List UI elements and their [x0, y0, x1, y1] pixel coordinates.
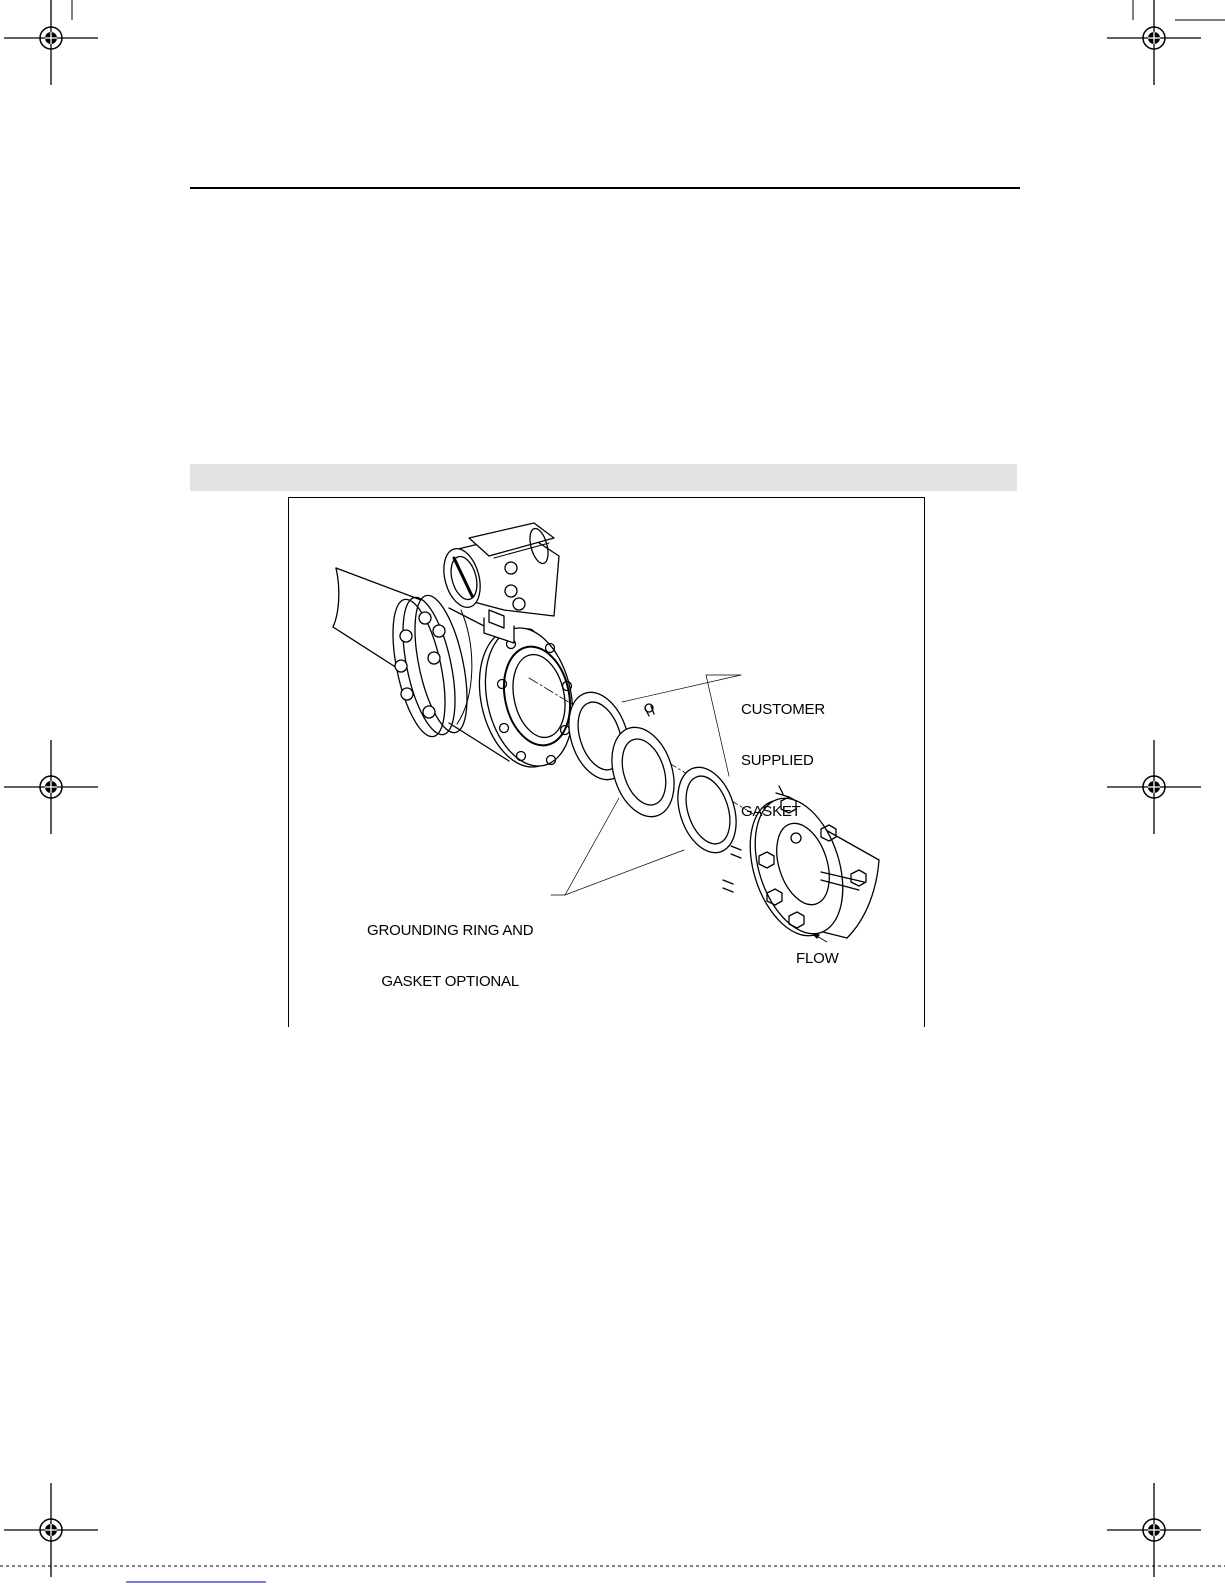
figure-frame	[288, 497, 925, 1027]
grounding-ring-label	[367, 888, 533, 1024]
registration-mark-icon	[4, 0, 98, 85]
callout-line: GASKET OPTIONAL	[381, 973, 520, 990]
registration-mark-icon	[4, 740, 98, 834]
flow-arrow	[813, 934, 827, 942]
customer-gasket-2	[668, 760, 747, 860]
flow-label: FLOW	[796, 950, 839, 967]
header-rule	[190, 187, 1020, 189]
transmitter-head	[438, 523, 559, 643]
registration-mark-icon	[4, 1483, 98, 1577]
registration-mark-icon	[1107, 740, 1201, 834]
callout-line: GROUNDING RING AND	[367, 922, 534, 939]
flowtube-body	[449, 608, 585, 775]
callout-line: GASKET	[741, 803, 801, 820]
callout-line: SUPPLIED	[741, 752, 814, 769]
upstream-pipe	[333, 568, 421, 668]
figure-caption-bar	[190, 464, 1017, 491]
registration-mark-icon	[1107, 0, 1201, 85]
callout-line: CUSTOMER	[741, 701, 825, 718]
upstream-flange	[383, 591, 477, 741]
customer-supplied-gasket-label	[741, 667, 825, 854]
registration-mark-icon	[1107, 1483, 1201, 1577]
